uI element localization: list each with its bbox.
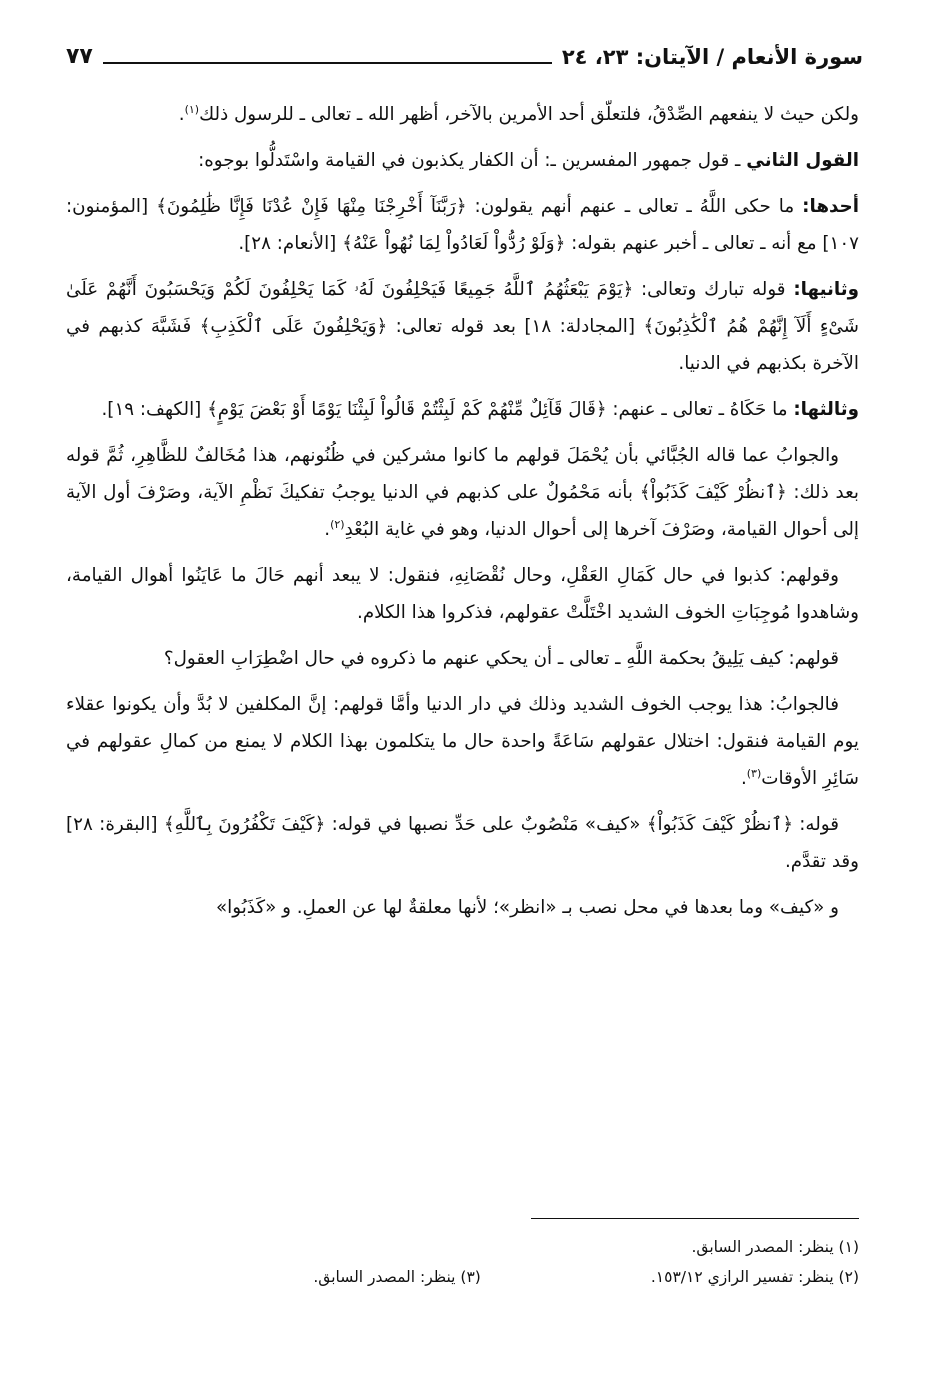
paragraph-lead: وثانيها:: [793, 279, 859, 300]
paragraph-end: .: [324, 519, 331, 540]
paragraph-text: فالجوابُ: هذا يوجب الخوف الشديد وذلك في دار الدنيا وأمَّا قولهم: إنَّ المكلفين لا بُدَّ وأن يكونوا عقلاء يوم القيامة فنقول: اختلال عقولهم سَاعَةً واحدة حال ما يتكلمون بهذا الكلام لا يمنع من كمالِ عقولهم في سَائِرِ الأوقات: [66, 694, 859, 789]
paragraph: [66, 142, 859, 179]
footnote-ref: (١): [184, 102, 200, 116]
paragraph: [66, 806, 859, 880]
paragraph: [66, 271, 859, 382]
paragraph-text: و «كيف» وما بعدها في محل نصب بـ «انظر»؛ لأنها معلقةٌ لها عن العملِ. و «كَذَبُوا»: [215, 897, 839, 918]
paragraph: [66, 188, 859, 262]
paragraph-lead: وثالثها:: [793, 399, 859, 420]
paragraph: [66, 640, 859, 677]
paragraph: [66, 686, 859, 797]
paragraph: [66, 557, 859, 631]
paragraph-text: والجوابُ عما قاله الجُبَّائي بأن يُحْمَلَ قولهم ما كانوا مشركين في ظُنُونهم، هذا مُخَالفٌ للظَّاهِرِ، ثُمَّ قوله بعد ذلك: ﴿ٱنظُرْ كَيْفَ كَذَبُواْ﴾ بأنه مَحْمُولٌ على كذبهم في الدنيا يوجبُ تفكيكَ نَظْمِ الآية، وصَرْفَ أول الآية إلى أحوال القيامة، وصَرْفَ آخرها إلى أحوال الدنيا، وهو في غاية البُعْدِ: [66, 445, 859, 540]
running-header: [66, 28, 863, 68]
paragraph-text: قوله تبارك وتعالى: ﴿يَوْمَ يَبْعَثُهُمُ ٱللَّهُ جَمِيعًا فَيَحْلِفُونَ لَهُۥ كَمَا يَحْلِفُونَ لَكُمْ وَيَحْسَبُونَ أَنَّهُمْ عَلَىٰ شَىْءٍ أَلَآ إِنَّهُمْ هُمُ ٱلْكَٰذِبُونَ﴾ [المجادلة: ١٨] بعد قوله تعالى: ﴿وَيَحْلِفُونَ عَلَى ٱلْكَذِبِ﴾ فَشَبَّهَ كذبهم في الآخرة بكذبهم في الدنيا.: [66, 279, 859, 374]
paragraph-text: قولهم: كيف يَلِيقُ بحكمة اللَّهِ ـ تعالى ـ أن يحكي عنهم ما ذكروه في حال اضْطِرَابِ العقول؟: [163, 648, 839, 669]
paragraph-text: قوله: ﴿ٱنظُرْ كَيْفَ كَذَبُواْ﴾ «كيف» مَنْصُوبٌ على حَدِّ نصبها في قوله: ﴿كَيْفَ تَكْفُرُونَ بِٱللَّهِ﴾ [البقرة: ٢٨] وقد تقدَّم.: [66, 814, 859, 872]
footnote: (٢) ينظر: تفسير الرازي ١٥٣/١٢.: [650, 1268, 859, 1286]
paragraph-text: ولكن حيث لا ينفعهم الصِّدْقُ، فلتعلّق أحد الأمرين بالآخر، أظهر الله ـ تعالى ـ للرسول ذلك: [199, 104, 859, 125]
footnotes: [66, 1232, 859, 1292]
paragraph-text: ـ قول جمهور المفسرين ـ: أن الكفار يكذبون في القيامة واسْتَدلُّوا بوجوه:: [198, 150, 747, 171]
paragraph: [66, 889, 859, 926]
paragraph-text: ما حكى اللَّهُ ـ تعالى ـ عنهم أنهم يقولون: ﴿رَبَّنَآ أَخْرِجْنَا مِنْهَا فَإِنْ عُدْنَا فَإِنَّا ظَٰلِمُونَ﴾ [المؤمنون: ١٠٧] مع أنه ـ تعالى ـ أخبر عنهم بقوله: ﴿وَلَوْ رُدُّواْ لَعَادُواْ لِمَا نُهُواْ عَنْهُ﴾ [الأنعام: ٢٨].: [66, 196, 859, 254]
header-title: سورة الأنعام / الآيتان: ٢٣، ٢٤: [561, 45, 863, 69]
paragraph-lead: القول الثاني: [746, 150, 859, 171]
main-text: [66, 96, 859, 935]
page-number: ٧٧: [66, 44, 93, 69]
paragraph-end: .: [178, 104, 185, 125]
paragraph: [66, 391, 859, 428]
paragraph-lead: أحدها:: [802, 196, 859, 217]
footnote-ref: (٣): [746, 766, 762, 780]
paragraph-text: ما حَكَاهُ ـ تعالى ـ عنهم: ﴿قَالَ قَآئِلٌ مِّنْهُمْ كَمْ لَبِثْتُمْ قَالُواْ لَبِثْنَا يَوْمًا أَوْ بَعْضَ يَوْمٍ﴾ [الكهف: ١٩].: [101, 399, 794, 420]
paragraph-text: وقولهم: كذبوا في حال كَمَالِ العَقْلِ، وحال نُقْصَانِهِ، فنقول: لا يبعد أنهم حَالَ ما عَايَنُوا أهوال القيامة، وشاهدوا مُوجِبَاتِ الخوف الشديد اخْتَلَّتْ عقولهم، فذكروا هذا الكلام.: [66, 565, 859, 623]
paragraph-end: .: [740, 768, 747, 789]
paragraph: [66, 96, 859, 133]
footnote-ref: (٢): [330, 517, 345, 531]
footnote-separator: [531, 1218, 859, 1219]
footnote: (١) ينظر: المصدر السابق.: [691, 1238, 859, 1256]
footnote: (٣) ينظر: المصدر السابق.: [313, 1268, 481, 1286]
header-rule: [103, 62, 552, 64]
paragraph: [66, 437, 859, 548]
